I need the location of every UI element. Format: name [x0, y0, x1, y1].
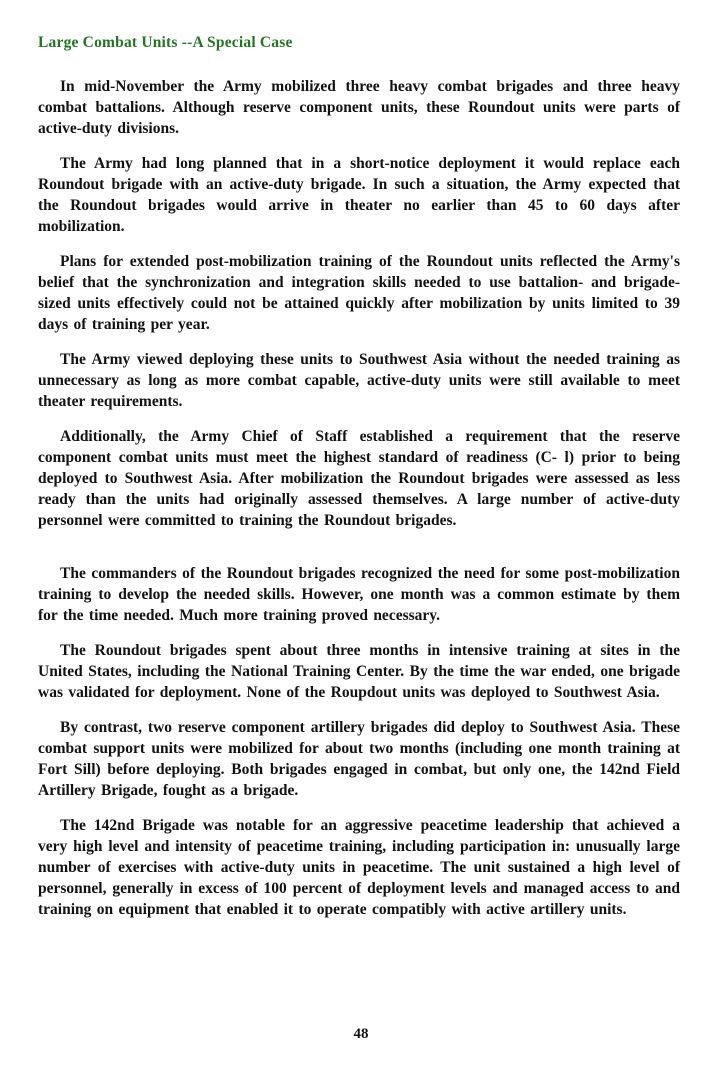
paragraph-3: Plans for extended post-mobilization training of the Roundout units reflected the Army's belief that the synchronization and integration skills needed to use battalion- and brigade-sized units effectively could not be attained quickly after mobilization by units limited to 39 days of training per year. [38, 253, 680, 333]
paragraph-4: The Army viewed deploying these units to Southwest Asia without the needed training as unnecessary as long as more combat capable, active-duty units were still available to meet theater requirements. [38, 351, 680, 410]
paragraph-6: The commanders of the Roundout brigades recognized the need for some post-mobilization training to develop the needed skills. However, one month was a common estimate by them for the time needed. Much more training proved necessary. [38, 565, 680, 624]
paragraph-2: The Army had long planned that in a short-notice deployment it would replace each Roundout brigade with an active-duty brigade. In such a situation, the Army expected that the Roundout brigades would arrive in theater no earlier than 45 to 60 days after mobilization. [38, 155, 680, 235]
paragraph-1: In mid-November the Army mobilized three heavy combat brigades and three heavy combat battalions. Although reserve component units, these Roundout units were parts of active-duty divisions. [38, 78, 680, 137]
paragraph-8: By contrast, two reserve component artillery brigades did deploy to Southwest Asia. These combat support units were mobilized for about two months (including one month training at Fort Sill) before deploying. Both brigades engaged in combat, but only one, the 142nd Field Artillery Brigade, fought as a brigade. [38, 719, 680, 799]
paragraph-5: Additionally, the Army Chief of Staff established a requirement that the reserve component combat units must meet the highest standard of readiness (C- l) prior to being deployed to Southwest Asia. After mobilization the Roundout brigades were assessed as less ready than the units had originally assessed themselves. A large number of active-duty personnel were committed to training the Roundout brigades. [38, 428, 680, 529]
paragraph-7: The Roundout brigades spent about three months in intensive training at sites in the United States, including the National Training Center. By the time the war ended, one brigade was validated for deployment. None of the Roupdout units was deployed to Southwest Asia. [38, 642, 680, 701]
page-number: 48 [353, 1026, 369, 1042]
document-body [38, 76, 680, 920]
section-heading: Large Combat Units --A Special Case [38, 34, 293, 51]
paragraph-9: The 142nd Brigade was notable for an aggressive peacetime leadership that achieved a very high level and intensity of peacetime training, including participation in: unusually large number of exercises with active-duty units in peacetime. The unit sustained a high level of personnel, generally in excess of 100 percent of deployment levels and managed access to and training on equipment that enabled it to operate compatibly with active artillery units. [38, 817, 680, 918]
